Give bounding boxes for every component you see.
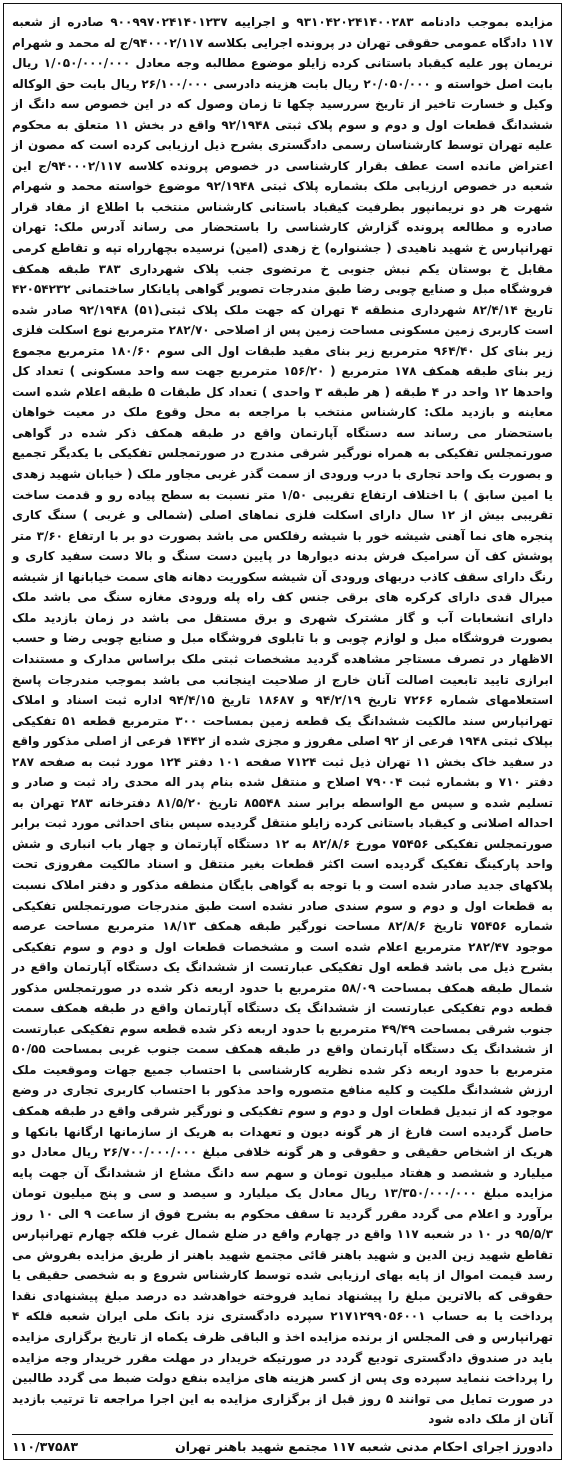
notice-body: مزایده بموجب دادنامه ۹۳۱۰۴۲۰۲۴۱۴۰۰۲۸۳ و اجراییه ۹۰۰۹۹۷۰۲۴۱۴۰۱۲۳۷ صادره از شعبه ۱۱۷ دادگاه عمومی حقوقی تهران در پرونده اجرایی بکلاسه ۹۴۰۰۰۲/۱۱۷/ج له محمد و شهرام نریمان پور علیه کیقباد باستانی کرده زایلو موضوع مطالبه وجه معادل ۱/۰۵۰/۰۰۰/۰۰۰ ریال بابت اصل خواسته و ۲۰/۰۵۰/۰۰۰ ریال بابت هزینه دادرسی ۲۶/۱۰۰/۰۰۰ ریال بابت حق الوکاله وکیل و خسارت تاخیر از تاریخ سررسید چکها تا زمان وصول که در این خصوص سه دانگ از ششدانگ قطعات اول و دوم و سوم پلاک ثبتی ۹۲/۱۹۴۸ واقع در بخش ۱۱ متعلق به محکوم علیه تهران توسط کارشناسان رسمی دادگستری بشرح ذیل ارزیابی کرده است که مصون از اعتراض مانده است عطف بقرار کارشناسی در خصوص پرونده کلاسه ۹۴۰۰۰۲/۱۱۷/ج این شعبه در خصوص ارزیابی ملک بشماره پلاک ثبتی ۹۲/۱۹۴۸ موضوع خواسته محمد و شهرام شهرت هر دو نریمانپور بطرفیت کیقباد باستانی کارشناس منتخب با اطلاع از مفاد قرار صادره و مطالعه پرونده گزارش کارشناسی را باستحضار می رساند آدرس ملک: تهران تهرانپارس خ شهید ناهیدی ( جشنواره) خ زهدی (امین) نرسیده بچهارراه تپه و تقاطع کرمی مقابل خ بوستان یکم نبش جنوبی خ مرتضوی جنب پلاک شهرداری ۳۸۳ طبقه همکف فروشگاه مبل و صنایع چوبی رضا طبق مندرجات تصویر گواهی پایانکار ساختمانی ۴۲۰۵۴۲۳۲ تاریخ ۸۲/۴/۱۴ شهرداری منطقه ۴ تهران که جهت ملک پلاک ثبتی(۵۱) ۹۲/۱۹۴۸ صادر شده است کاربری زمین مسکونی مساحت زمین پس از اصلاحی ۲۸۲/۷۰ مترمربع نوع اسکلت فلزی زیر بنای کل ۹۶۴/۴۰ مترمربع زیر بنای مفید طبقات اول الی سوم ۱۸۰/۶۰ مترمربع مجموع زیر بنای طبقه همکف ۱۷۸ مترمربع ( ۱۵۶/۲۰ مترمربع جهت سه واحد مسکونی ) تعداد کل واحدها ۱۲ واحد در ۴ طبقه ( هر طبقه ۳ واحدی ) تعداد کل طبقات ۵ طبقه اعلام شده است معاینه و بازدید ملک: کارشناس منتخب با مراجعه به محل وقوع ملک در معیت خواهان باستحضار می رساند سه دستگاه آپارتمان واقع در طبقه همکف ذکر شده در گواهی صورتمجلس تفکیکی به همراه نورگیر شرقی مندرج در صورتمجلس تفکیکی با یکدیگر تجمیع و بصورت یک واحد تجاری با درب ورودی از سمت گذر غربی مجاور ملک ( خیابان شهید زهدی یا امین سابق ) با اختلاف ارتفاع تقریبی ۱/۵۰ متر نسبت به سطح پیاده رو و قدمت ساخت تقریبی بیش از ۱۲ سال دارای اسکلت فلزی نماهای اصلی (شمالی و غربی ) سنگ کاری پنجره های نما آهنی شیشه خور با شیشه رفلکس می باشد بصورت دو بر با ارتفاع ۳/۶۰ متر پوشش کف آن سرامیک فرش بدنه دیوارها در پایین دست سنگ و بالا دست سفید کاری و رنگ دارای سقف کاذب دربهای ورودی آن شیشه سکوریت دهانه های سمت خیابانها از شیشه میرال قدی دارای کرکره های برقی جنس کف راه پله ورودی مغازه سنگ می باشد ملک دارای انشعابات آب و گاز مشترک شهری و برق مستقل می باشد در زمان بازدید ملک بصورت فروشگاه مبل و لوازم چوبی و با تابلوی فروشگاه مبل و صنایع چوبی رضا و حسب الاظهار در تصرف مستاجر مشاهده گردید مشخصات ثبتی ملک براساس مدارک و مستندات ابرازی تایید تابعیت اصالت آنان خارج از صلاحیت اینجانب می باشد بموجب مندرجات پاسخ استعلامهای شماره ۷۲۶۶ تاریخ ۹۴/۲/۱۹ و ۱۸۶۸۷ تاریخ ۹۴/۴/۱۵ اداره ثبت اسناد و املاک تهرانپارس سند مالکیت ششدانگ یک قطعه زمین بمساحت ۳۰۰ مترمربع قطعه ۵۱ تفکیکی بپلاک ثبتی ۱۹۴۸ فرعی از ۹۲ اصلی مفروز و مجزی شده از ۱۴۴۲ فرعی از اصلی مذکور واقع در سفید خاک بخش ۱۱ تهران ذیل ثبت ۷۱۲۴ صفحه ۱۰۱ دفتر ۱۲۴ مورد ثبت به صفحه ۲۸۷ دفتر ۷۱۰ و بشماره ثبت ۷۹۰۰۴ اصلاح و منتقل شده بنام پدر اله محدی راد ثبت و صادر و تسلیم شده و سپس مع الواسطه برابر سند ۸۵۵۴۸ تاریخ ۸۱/۵/۲۰ دفترخانه ۲۸۳ تهران به احداله اصلانی و کیقباد باستانی کرده زایلو منتقل گردیده سپس بنای احداثی مورد ثبت برابر صورتمجلس تفکیکی ۷۵۴۵۶ مورخ ۸۲/۸/۶ به ۱۲ دستگاه آپارتمان و چهار باب انباری و شش واحد پارکینگ تفکیک گردیده است اکثر قطعات بغیر منتقل و اسناد مالکیت مفروزی تحت پلاکهای جدید صادر شده است و با توجه به گواهی بایگان منطقه مذکور و دفتر املاک نسبت به قطعات اول و دوم و سوم سندی صادر نشده است طبق مندرجات صورتمجلس تفکیکی شماره ۷۵۴۵۶ تاریخ ۸۲/۸/۶ مساحت نورگیر طبقه همکف ۱۸/۱۳ مترمربع مساحت عرصه موجود ۲۸۲/۴۷ مترمربع اعلام شده است و مشخصات قطعات اول و دوم و سوم تفکیکی بشرح ذیل می باشد قطعه اول تفکیکی عبارتست از ششدانگ یک دستگاه آپارتمان واقع در شمال طبقه همکف بمساحت ۵۸/۰۹ مترمربع با حدود اربعه ذکر شده در صورتمجلس مذکور قطعه دوم تفکیکی عبارتست از ششدانگ یک دستگاه آپارتمان واقع در طبقه همکف سمت جنوب شرقی بمساحت ۴۹/۴۹ مترمربع با حدود اربعه ذکر شده قطعه سوم تفکیکی عبارتست از ششدانگ یک دستگاه آپارتمان واقع در طبقه همکف سمت جنوب غربی بمساحت ۵۰/۵۵ مترمربع با حدود اربعه ذکر شده نظریه کارشناسی با احتساب جمیع جهات وموقعیت ملک ارزش ششدانگ ملکیت و کلیه منافع متصوره واحد مذکور با احتساب کاربری تجاری در وضع موجود که از تبدیل قطعات اول و دوم و سوم تفکیکی و نورگیر شرقی واقع در طبقه همکف حاصل گردیده است فارغ از هر گونه دیون و تعهدات به هریک از سازمانها ارگانها بانکها و هریک از اشخاص حقیقی و حقوقی و هر گونه خلافی مبلغ ۲۶/۷۰۰/۰۰۰/۰۰۰ ریال معادل دو میلیارد و ششصد و هفتاد میلیون تومان و سهم سه دانگ مشاع از ششدانگ آن جهت پایه مزایده مبلغ ۱۳/۳۵۰/۰۰۰/۰۰۰ ریال معادل یک میلیارد و سیصد و سی و پنج میلیون تومان برآورد و اعلام می گردد مقرر گردید تا سقف محکوم به بشرح فوق از ساعت ۹ الی ۱۰ روز ۹۵/۵/۳ در ۱۰ در شعبه ۱۱۷ واقع در چهارم واقع در ضلع شمال غرب فلکه چهارم تهرانپارس تقاطع شهید زین الدین و شهید باهنر قائی مجتمع شهید باهنر از طریق مزایده بفروش می رسد قیمت اموال از پایه بهای ارزیابی شده توسط کارشناس شروع و به شخصی حقیقی یا حقوقی که بالاترین مبلغ را پیشنهاد نماید فروخته خواهدشد ده درصد مبلغ پیشنهادی نقدا پرداخت یا به حساب ۲۱۷۱۲۹۹۰۵۶۰۰۱ سپرده دادگستری نزد بانک ملی ایران شعبه فلکه ۴ تهرانپارس و فی المجلس از برنده مزایده اخذ و الباقی ظرف یکماه از تاریخ برگزاری مزایده باید در صندوق دادگستری تودیع گردد در صورتیکه خریدار در مهلت مقرر خریدار وجه مزایده را پرداخت ننماید سپرده وی پس از کسر هزینه های مزایده بنفع دولت ضبط می گردد طالبین در صورت تمایل می توانند ۵ روز قبل از برگزاری مزایده به این اجرا مراجعه تا ترتیب بازدید آنان از ملک داده شود	[12, 15, 554, 1427]
notice-signature: دادورز اجرای احکام مدنی شعبه ۱۱۷ مجتمع شهید باهنر تهران	[175, 1438, 553, 1454]
notice-reference-number: ۱۱۰/۳۷۵۸۳	[12, 1438, 79, 1454]
notice-footer	[12, 1434, 553, 1454]
legal-notice	[3, 3, 562, 1460]
